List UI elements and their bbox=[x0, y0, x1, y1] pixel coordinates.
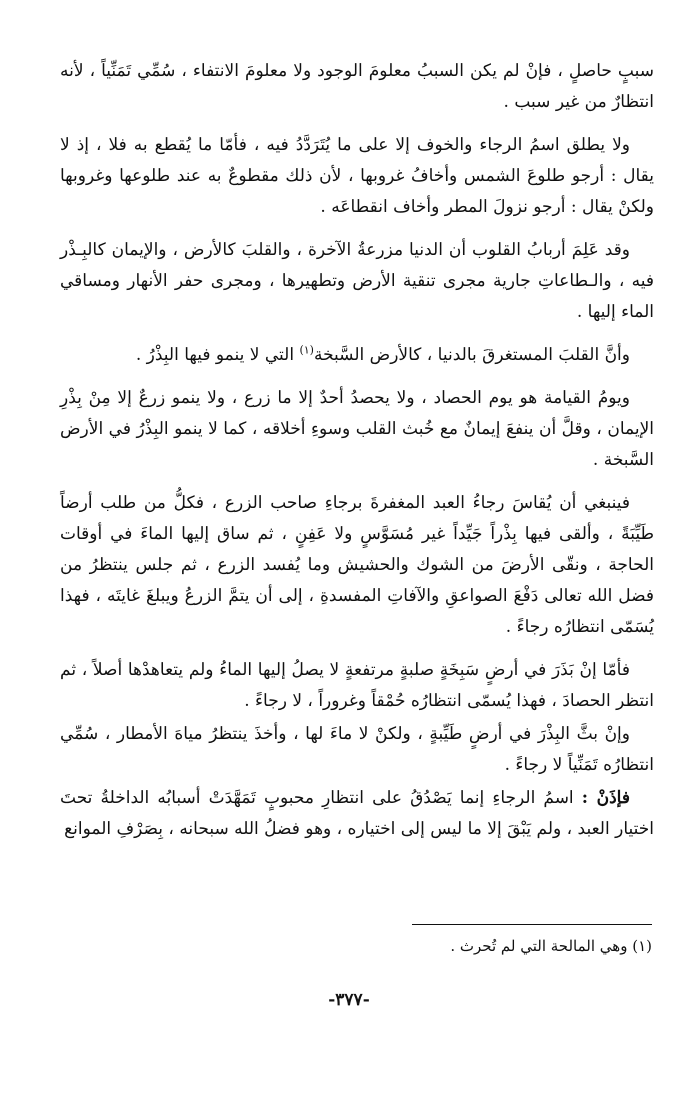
paragraph-4 bbox=[60, 340, 654, 371]
page-number: -٣٧٧- bbox=[328, 990, 370, 1010]
footnote-reference: (١) bbox=[299, 343, 314, 357]
paragraph-6: فينبغي أن يُقاسَ رجاءُ العبد المغفرةَ برجاءِ صاحب الزرع ، فكلُّ من طلب أرضاً طَيِّبَةً ، وألقى فيها بِذْراً جَيِّداً غير مُسَوَّسٍ ولا عَفِنٍ ، ثم ساق إليها الماءَ في أوقات الحاجة ، ونقّى الأرضَ من الشوك والحشيش وما يُفسد الزرع ، ثم جلس ينتظرُ من فضل الله تعالى دَفْعَ الصواعقِ والآفاتِ المفسدةِ ، إلى أن يتمَّ الزرعُ ويبلغَ غايتَه ، فهذا يُسَمّى انتظارُه رجاءً . bbox=[60, 493, 654, 637]
paragraph-9 bbox=[60, 783, 654, 845]
paragraph-4-start: وأنَّ القلبَ المستغرقَ بالدنيا ، كالأرض السَّبخة bbox=[313, 345, 630, 365]
paragraph-8: وإنْ بثَّ البِذْرَ في أرضٍ طَيِّبةٍ ، ولكنْ لا ماءَ لها ، وأخذَ ينتظرُ مياهَ الأمطار ، سُمِّي انتظارُه تَمَنِّياً لا رجاءً . bbox=[60, 724, 654, 775]
paragraph-3: وقد عَلِمَ أربابُ القلوب أن الدنيا مزرعةُ الآخرة ، والقلبَ كالأرض ، والإيمان كالبِـذْر فيه ، والـطاعاتِ جارية مجرى تنقية الأرض وتطهيرها ، ومجرى حفر الأنهار ومساقي الماء إليها . bbox=[60, 240, 654, 322]
paragraph-7: فأمّا إنْ بَذَرَ في أرضٍ سَبِخَةٍ صلبةٍ مرتفعةٍ لا يصلُ إليها الماءُ ولم يتعاهدْها أصلاً ، ثم انتظر الحصادَ ، فهذا يُسمّى انتظارُه حُمْقاً وغروراً ، لا رجاءً . bbox=[60, 660, 654, 711]
paragraph-9-text: اسمُ الرجاءِ إنما يَصْدُقُ على انتظارِ محبوبٍ تَمَهَّدَتْ أسبابُه الداخلةُ تحتَ اختيار العبد ، ولم يَبْقَ إلا ما ليس إلى اختياره ، وهو فضلُ الله سبحانه ، بِصَرْفِ الموانع bbox=[60, 788, 654, 839]
footnote-divider bbox=[412, 924, 652, 925]
page-body bbox=[60, 56, 654, 857]
paragraph-2: ولا يطلق اسمُ الرجاء والخوف إلا على ما يُتَرَدَّدُ فيه ، فأمّا ما يُقطع به فلا ، إذ لا يقال : أرجو طلوعَ الشمس وأخافُ غروبها ، لأن ذلك مقطوعٌ به عند طلوعها وغروبها ولكنْ يقال : أرجو نزولَ المطر وأخاف انقطاعَه . bbox=[60, 135, 654, 217]
paragraph-5: ويومُ القيامة هو يوم الحصاد ، ولا يحصدُ أحدٌ إلا ما زرع ، ولا ينمو زرعٌ إلا مِنْ بِذْرِ الإيمان ، وقلَّ أن ينفعَ إيمانٌ مع خُبث القلب وسوءِ أخلاقه ، كما لا ينمو البِذْرُ في الأرض السَّبخة . bbox=[60, 388, 654, 470]
paragraph-9-lead-word: فإذَنْ : bbox=[581, 788, 630, 808]
footnote: (١) وهي المالحة التي لم تُحرث . bbox=[450, 937, 652, 955]
paragraph-1: سببٍ حاصلٍ ، فإنْ لم يكن السببُ معلومَ الوجود ولا معلومَ الانتفاء ، سُمِّي تَمَنِّياً ، لأنه انتظارٌ من غير سبب . bbox=[60, 61, 654, 112]
paragraph-4-end: التي لا ينمو فيها البِذْرُ . bbox=[135, 345, 295, 365]
